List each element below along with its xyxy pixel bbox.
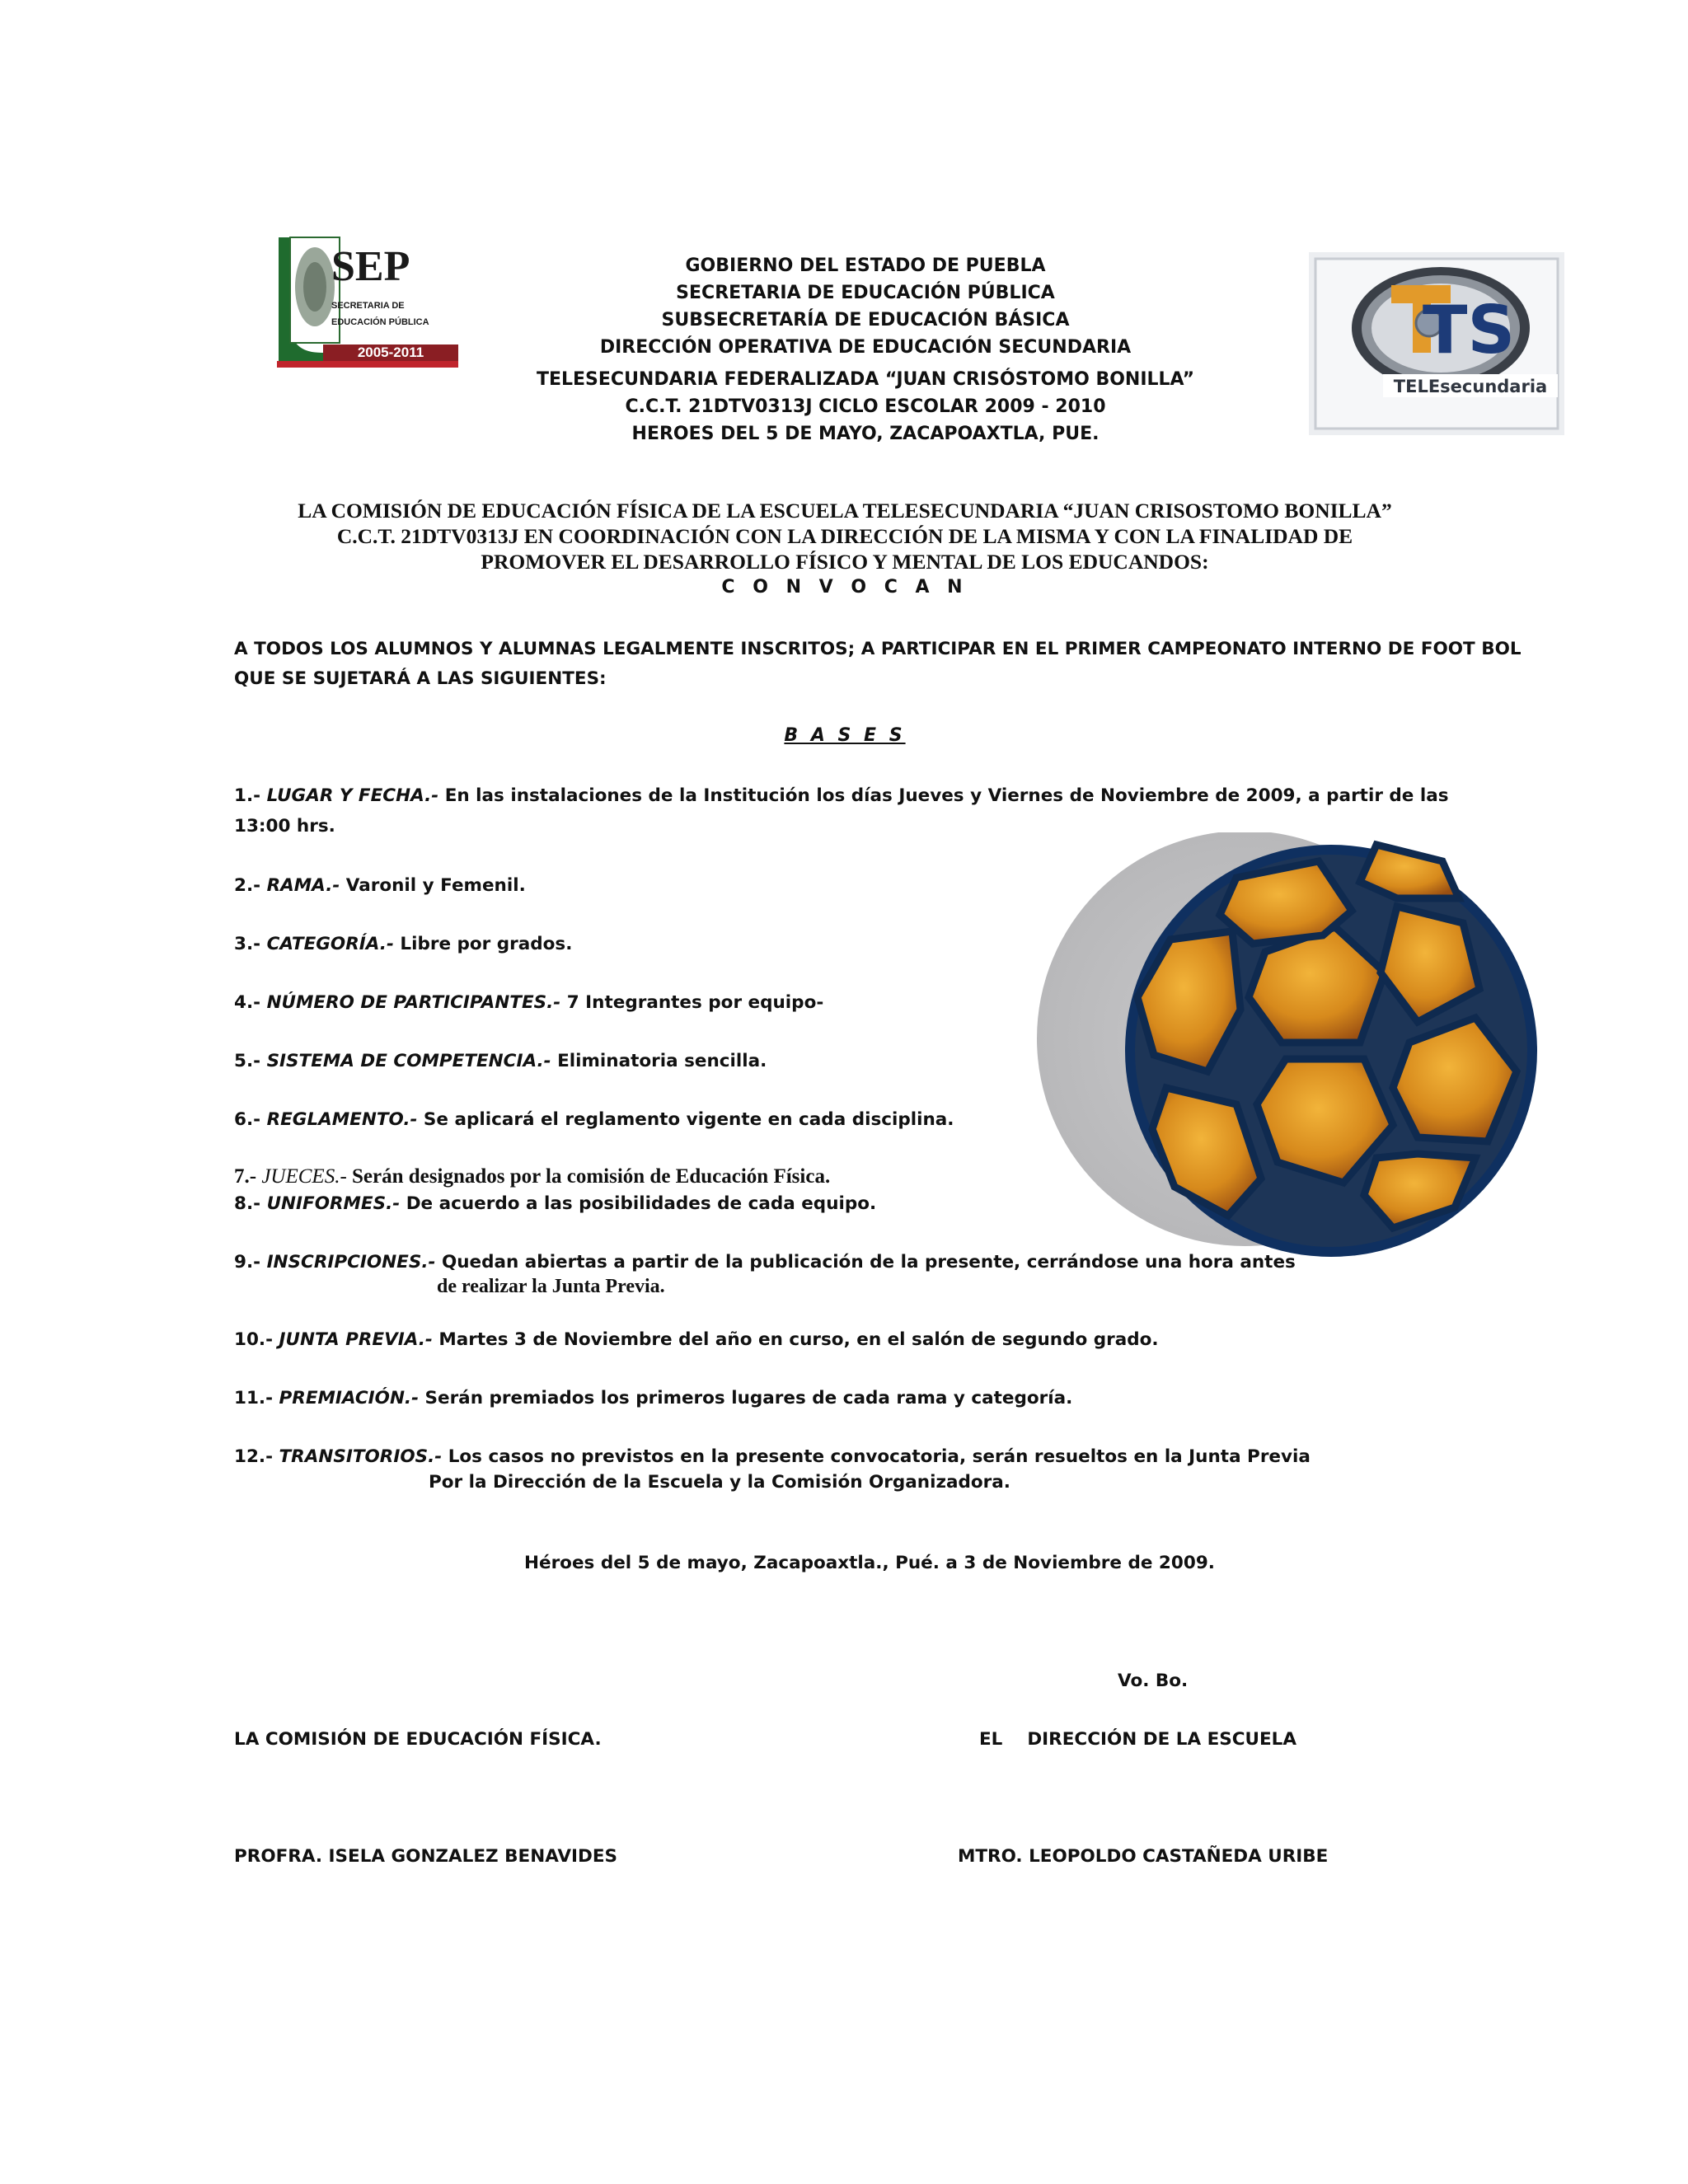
recipients-paragraph: [234, 635, 1522, 694]
soccer-ball-illustration: [1030, 832, 1541, 1261]
header-line-4: DIRECCIÓN OPERATIVA DE EDUCACIÓN SECUNDARIA: [599, 337, 1132, 358]
telesecundaria-label: TELEsecundaria: [1393, 377, 1548, 396]
base-label: TRANSITORIOS.-: [279, 1446, 443, 1467]
base-item-10: 10.- JUNTA PREVIA.- Martes 3 de Noviembre del año en curso, en el salón de segundo grado.: [234, 1329, 1159, 1350]
base-item-11: 11.- PREMIACIÓN.- Serán premiados los primeros lugares de cada rama y categoría.: [234, 1388, 1073, 1408]
base-item-2: 2.- RAMA.- Varonil y Femenil.: [234, 875, 526, 896]
sep-logo-subtitle-2: EDUCACIÓN PÚBLICA: [331, 317, 429, 327]
recipients-line-2: QUE SE SUJETARÁ A LAS SIGUIENTES:: [234, 668, 607, 689]
header-block: [511, 252, 1220, 448]
intro-line-2: C.C.T. 21DTV0313J EN COORDINACIÓN CON LA DIRECCIÓN DE LA MISMA Y CON LA FINALIDAD DE: [336, 524, 1353, 548]
convocan-heading: C O N V O C A N: [721, 577, 968, 598]
sep-logo-text: SEP: [331, 243, 410, 290]
place-date: Héroes del 5 de mayo, Zacapoaxtla., Pué. a 3 de Noviembre de 2009.: [524, 1553, 1215, 1573]
bases-title: B A S E S: [784, 725, 906, 746]
base-item-6: 6.- REGLAMENTO.- Se aplicará el reglamento vigente en cada disciplina.: [234, 1109, 954, 1130]
base-item-12-continuation: Por la Dirección de la Escuela y la Comisión Organizadora.: [429, 1472, 1010, 1493]
header-line-3: SUBSECRETARÍA DE EDUCACIÓN BÁSICA: [661, 310, 1070, 330]
base-item-3: 3.- CATEGORÍA.- Libre por grados.: [234, 934, 573, 954]
header-line-2: SECRETARIA DE EDUCACIÓN PÚBLICA: [676, 283, 1055, 303]
header-line-6: C.C.T. 21DTV0313J CICLO ESCOLAR 2009 - 2010: [625, 396, 1106, 417]
base-item-7: 7.- JUECES.- Serán designados por la comisión de Educación Física.: [234, 1165, 831, 1188]
intro-line-1: LA COMISIÓN DE EDUCACIÓN FÍSICA DE LA ESCUELA TELESECUNDARIA “JUAN CRISOSTOMO BONILLA”: [298, 499, 1392, 523]
header-line-5: TELESECUNDARIA FEDERALIZADA “JUAN CRISÓSTOMO BONILLA”: [536, 369, 1195, 390]
intro-line-3: PROMOVER EL DESARROLLO FÍSICO Y MENTAL DE LOS EDUCANDOS:: [481, 550, 1209, 574]
base-label: REGLAMENTO.-: [266, 1109, 418, 1130]
header-line-1: GOBIERNO DEL ESTADO DE PUEBLA: [685, 255, 1046, 276]
telesecundaria-monogram: TS: [1422, 292, 1516, 368]
base-label: LUGAR Y FECHA.-: [266, 785, 439, 806]
base-label: JUECES.-: [261, 1165, 347, 1188]
telesecundaria-logo-icon: [1309, 252, 1564, 435]
recipients-line-1: A TODOS LOS ALUMNOS Y ALUMNAS LEGALMENTE INSCRITOS; A PARTICIPAR EN EL PRIMER CAMPEONATO INTERNO DE FOOT BOL: [234, 639, 1522, 659]
signature-left-title: LA COMISIÓN DE EDUCACIÓN FÍSICA.: [234, 1729, 602, 1750]
base-item-9-continuation: de realizar la Junta Previa.: [437, 1276, 665, 1297]
sep-logo-subtitle-1: SECRETARIA DE: [331, 301, 405, 311]
base-label: CATEGORÍA.-: [266, 934, 394, 954]
base-item-12: 12.- TRANSITORIOS.- Los casos no previstos en la presente convocatoria, serán resueltos en la Junta Previa: [234, 1446, 1311, 1467]
base-label: RAMA.-: [266, 875, 340, 896]
base-item-4: 4.- NÚMERO DE PARTICIPANTES.- 7 Integrantes por equipo-: [234, 992, 824, 1013]
header-line-7: HEROES DEL 5 DE MAYO, ZACAPOAXTLA, PUE.: [631, 424, 1100, 444]
base-label: SISTEMA DE COMPETENCIA.-: [266, 1051, 551, 1071]
base-item-1-continuation: 13:00 hrs.: [234, 816, 335, 837]
signature-right-title: EL DIRECCIÓN DE LA ESCUELA: [979, 1729, 1297, 1750]
base-label: PREMIACIÓN.-: [279, 1388, 420, 1408]
base-item-5: 5.- SISTEMA DE COMPETENCIA.- Eliminatoria sencilla.: [234, 1051, 767, 1071]
base-label: INSCRIPCIONES.-: [266, 1252, 436, 1272]
base-item-1: 1.- LUGAR Y FECHA.- En las instalaciones de la Institución los días Jueves y Viernes de Noviembre de 2009, a partir de las: [234, 785, 1449, 806]
signature-right-name: MTRO. LEOPOLDO CASTAÑEDA URIBE: [958, 1846, 1329, 1867]
base-label: JUNTA PREVIA.-: [279, 1329, 433, 1350]
base-item-8: 8.- UNIFORMES.- De acuerdo a las posibilidades de cada equipo.: [234, 1193, 877, 1214]
sep-logo: [272, 229, 463, 374]
soccer-ball-icon: [1030, 832, 1541, 1261]
sep-logo-years: 2005-2011: [357, 344, 424, 360]
signature-left-name: PROFRA. ISELA GONZALEZ BENAVIDES: [234, 1846, 618, 1867]
base-item-9: 9.- INSCRIPCIONES.- Quedan abiertas a partir de la publicación de la presente, cerrándose una hora antes: [234, 1252, 1296, 1272]
base-label: NÚMERO DE PARTICIPANTES.-: [266, 992, 561, 1013]
intro-block: [247, 498, 1442, 600]
sep-logo-icon: [272, 229, 463, 374]
telesecundaria-logo: [1309, 252, 1564, 435]
base-label: UNIFORMES.-: [266, 1193, 401, 1214]
vobo-label: Vo. Bo.: [1118, 1671, 1189, 1691]
